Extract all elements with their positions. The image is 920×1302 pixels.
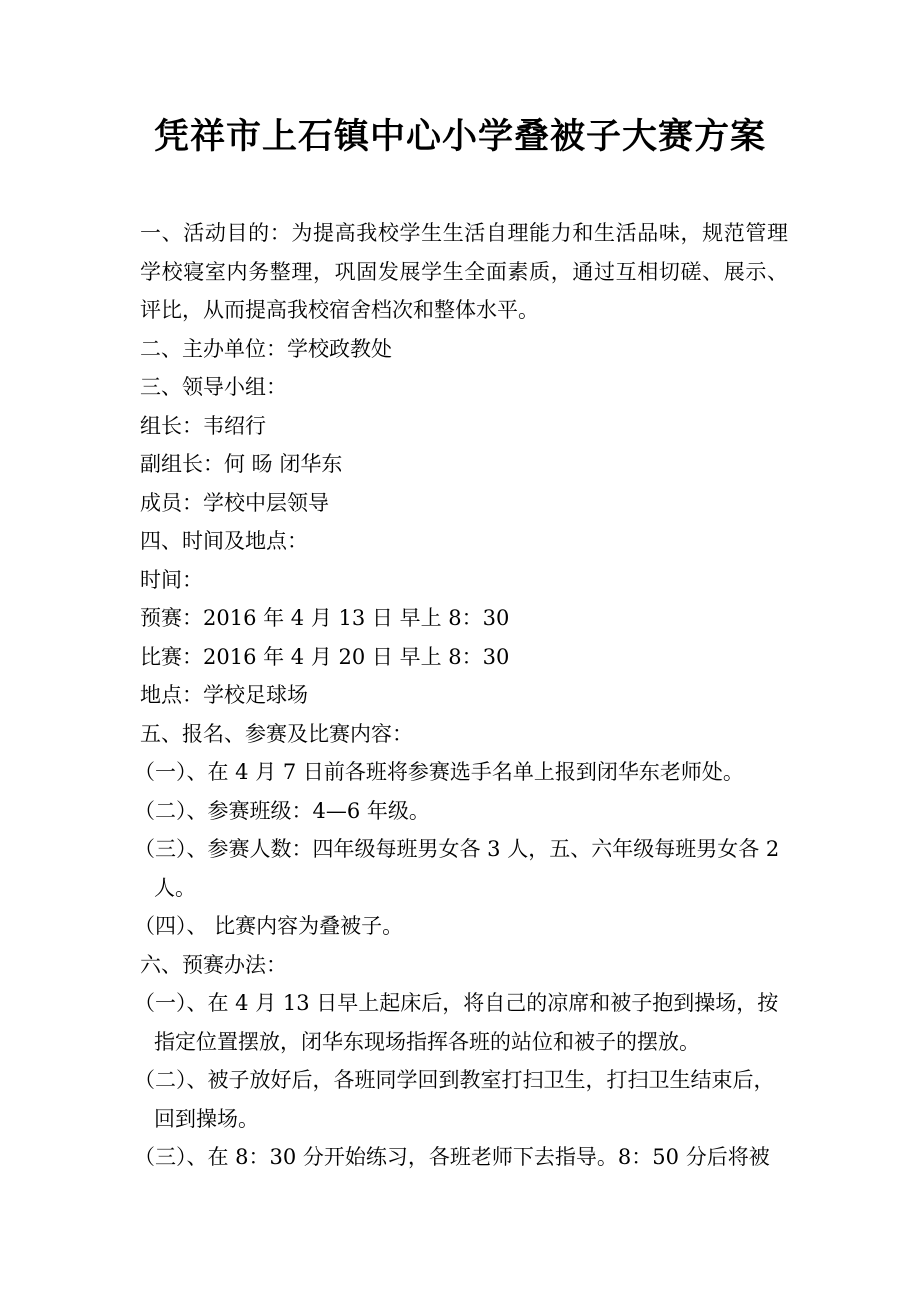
list-item: （一）、在 4 月 7 日前各班将参赛选手名单上报到闭华东老师处。 (134, 760, 744, 784)
paragraph-line: 副组长：何 旸 闭华东 (140, 452, 343, 476)
section-heading: 六、预赛办法： (140, 952, 287, 977)
list-item: （三）、参赛人数：四年级每班男女各 3 人，五、六年级每班男女各 2 (134, 837, 780, 861)
list-item-continuation: 指定位置摆放，闭华东现场指挥各班的站位和被子的摆放。 (154, 1029, 700, 1054)
paragraph-line: 时间： (140, 567, 203, 592)
document-body (134, 214, 788, 1177)
paragraph-line: 成员：学校中层领导 (140, 490, 329, 515)
section-heading: 五、报名、参赛及比赛内容： (140, 721, 413, 746)
paragraph-line: 地点：学校足球场 (140, 683, 308, 707)
paragraph-line: 学校寝室内务整理，巩固发展学生全面素质，通过互相切磋、展示、 (140, 259, 788, 284)
list-item-continuation: 回到操场。 (154, 1106, 259, 1131)
list-item: （二）、被子放好后，各班同学回到教室打扫卫生，打扫卫生结束后， (134, 1068, 775, 1092)
paragraph-line: 组长：韦绍行 (140, 413, 266, 438)
list-item: （三）、在 8：30 分开始练习，各班老师下去指导。8：50 分后将被 (134, 1145, 770, 1169)
paragraph-line: 预赛：2016 年 4 月 13 日 早上 8：30 (140, 606, 510, 630)
list-item-continuation: 人。 (154, 875, 196, 900)
section-heading: 四、时间及地点： (140, 529, 308, 553)
list-item: （一）、在 4 月 13 日早上起床后，将自己的凉席和被子抱到操场，按 (134, 991, 779, 1015)
paragraph-line: 评比，从而提高我校宿舍档次和整体水平。 (140, 298, 539, 322)
section-heading: 二、主办单位：学校政教处 (140, 336, 392, 361)
document-title: 凭祥市上石镇中心小学叠被子大赛方案 (153, 116, 766, 157)
list-item: （四）、 比赛内容为叠被子。 (134, 914, 404, 938)
paragraph-line: 比赛：2016 年 4 月 20 日 早上 8：30 (140, 644, 510, 669)
list-item: （二）、参赛班级：4—6 年级。 (134, 798, 430, 823)
section-heading: 三、领导小组： (140, 375, 287, 399)
paragraph-line: 一、活动目的：为提高我校学生生活自理能力和生活品味，规范管理 (140, 221, 788, 245)
